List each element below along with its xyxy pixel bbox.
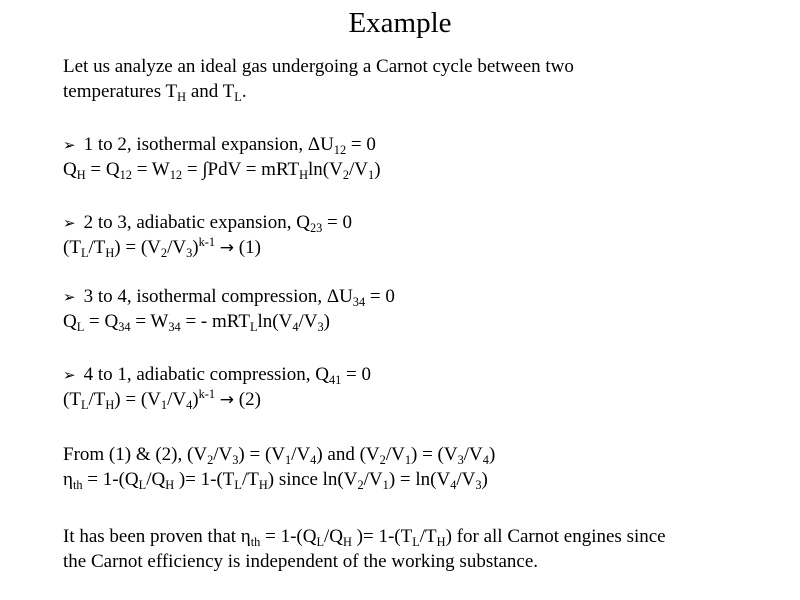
bullet-arrow-icon: ➢	[63, 366, 76, 384]
step2-heading: ➢ 2 to 3, adiabatic expansion, $Q_{23} = 0$	[63, 212, 352, 235]
step3-equation: $Q_L = Q_{34} = W_{34}$ = - $mRT_L\ln(V_4/V_3)$	[63, 311, 330, 334]
step2-equation: $(T_L/T_H) = (V_2/V_3)^{k-1} \to (1)$	[63, 235, 261, 260]
conclusion-line-2: $\eta_{th} = 1-(Q_L/Q_H$ )= $1-(T_L/T_H)$ since $\ln(V_2/V_1) = \ln(V_4/V_3)$	[63, 469, 488, 492]
bullet-arrow-icon: ➢	[63, 214, 76, 232]
right-arrow-icon: →	[219, 390, 235, 410]
right-arrow-icon: →	[219, 238, 235, 258]
step4-heading: ➢ 4 to 1, adiabatic compression, $Q_{41} = 0$	[63, 364, 371, 387]
intro-line-1: Let us analyze an ideal gas undergoing a Carnot cycle between two	[63, 56, 574, 77]
slide-title: Example	[348, 7, 452, 39]
final-line-2: the Carnot efficiency is independent of the working substance.	[63, 551, 539, 572]
step1-heading: ➢ 1 to 2, isothermal expansion, $\Delta U_{12} = 0$	[63, 134, 376, 157]
conclusion-line-1: From (1) & (2), $(V_2/V_3) = (V_1/V_4)$ and $(V_2/V_1) = (V_3/V_4)$	[63, 444, 496, 467]
bullet-arrow-icon: ➢	[63, 136, 76, 154]
bullet-arrow-icon: ➢	[63, 288, 76, 306]
final-line-1: It has been proven that $\eta_{th} = 1-(Q_L/Q_H$ )= $1-(T_L/T_H)$ for all Carnot engines since	[63, 526, 666, 549]
step1-equation: $Q_H = Q_{12} = W_{12} = \int PdV = mRT_H\ln(V_2/V_1)$	[63, 159, 381, 182]
step4-equation: $(T_L/T_H) = (V_1/V_4)^{k-1} \to (2)$	[63, 387, 261, 412]
step3-heading: ➢ 3 to 4, isothermal compression, $\Delta U_{34} = 0$	[63, 286, 395, 309]
intro-line-2: temperatures $T_H$ and $T_L$.	[63, 81, 247, 104]
